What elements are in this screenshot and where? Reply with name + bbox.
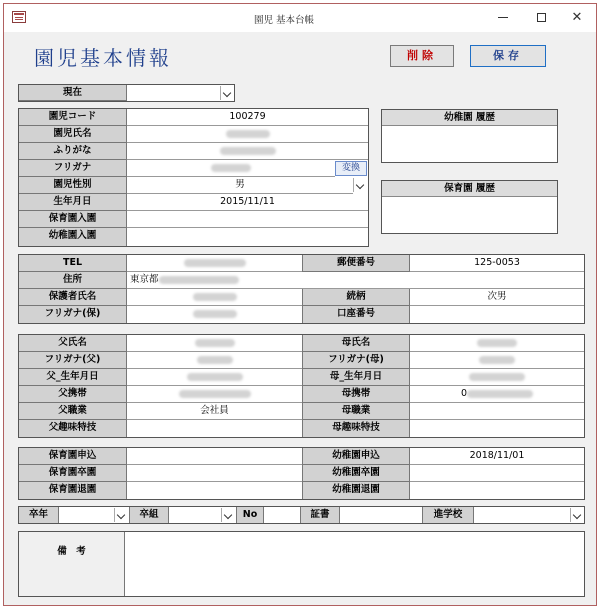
address-label: 住所 — [19, 272, 127, 289]
current-select[interactable] — [127, 85, 220, 101]
mother-name-label: 母氏名 — [302, 335, 410, 352]
maximize-icon — [537, 13, 546, 22]
kinder-apply-field[interactable]: 2018/11/01 — [410, 448, 584, 465]
nursery-leave-field[interactable] — [127, 482, 302, 499]
notes-field[interactable] — [125, 532, 584, 596]
child-code-label: 園児コード — [19, 109, 127, 126]
child-section — [18, 108, 369, 247]
child-name-label: 園児氏名 — [19, 126, 127, 143]
child-kana-label: ふりがな — [19, 143, 127, 160]
relation-field[interactable]: 次男 — [410, 289, 584, 306]
account-field[interactable] — [410, 306, 584, 323]
title-bar — [4, 4, 596, 32]
father-mobile-label: 父携帯 — [19, 386, 127, 403]
minimize-button[interactable] — [484, 4, 522, 32]
child-kana-field[interactable] — [127, 143, 368, 160]
relation-label: 続柄 — [302, 289, 410, 306]
redacted — [193, 293, 237, 301]
mother-name-field[interactable] — [410, 335, 584, 352]
redacted — [195, 339, 235, 347]
maximize-button[interactable] — [522, 4, 560, 32]
child-gender-label: 園児性別 — [19, 177, 127, 194]
redacted — [184, 259, 246, 267]
nursery-grad-field[interactable] — [127, 465, 302, 482]
child-gender-select[interactable]: 男 — [127, 177, 353, 194]
tel-label: TEL — [19, 255, 127, 272]
father-kana-field[interactable] — [127, 352, 302, 369]
page-title: 園児基本情報 — [34, 46, 172, 70]
grad-class-select[interactable] — [169, 507, 221, 523]
nursery-grad-label: 保育園卒園 — [19, 465, 127, 482]
nursery-history-box — [381, 180, 558, 234]
mother-birth-field[interactable] — [410, 369, 584, 386]
redacted — [179, 390, 251, 398]
nursery-history-label: 保育園 履歴 — [382, 181, 557, 197]
father-kana-label: フリガナ(父) — [19, 352, 127, 369]
redacted — [197, 356, 233, 364]
cert-field[interactable] — [340, 507, 422, 523]
applications-section — [18, 447, 585, 500]
grad-no-label: No — [236, 507, 264, 523]
redacted — [187, 373, 243, 381]
notes-label: 備 考 — [19, 532, 125, 596]
next-school-select[interactable] — [474, 507, 570, 523]
nursery-enter-label: 保育園入園 — [19, 211, 127, 228]
father-name-label: 父氏名 — [19, 335, 127, 352]
close-button[interactable]: ✕ — [571, 10, 583, 25]
parents-section — [18, 334, 585, 438]
child-code-field[interactable]: 100279 — [127, 109, 368, 126]
redacted — [211, 164, 251, 172]
child-katakana-field[interactable] — [127, 160, 335, 177]
chevron-down-icon[interactable] — [220, 86, 234, 100]
grad-year-label: 卒年 — [19, 507, 59, 523]
father-hobby-label: 父趣味特技 — [19, 420, 127, 437]
mother-mobile-label: 母携帯 — [302, 386, 410, 403]
chevron-down-icon[interactable] — [221, 508, 235, 522]
chevron-down-icon[interactable] — [114, 508, 128, 522]
guardian-field[interactable] — [127, 289, 302, 306]
mother-job-label: 母職業 — [302, 403, 410, 420]
father-birth-label: 父_生年月日 — [19, 369, 127, 386]
father-mobile-field[interactable] — [127, 386, 302, 403]
contact-section — [18, 254, 585, 324]
next-school-label: 進学校 — [422, 507, 474, 523]
redacted — [220, 147, 276, 155]
notes-section — [18, 531, 585, 597]
grad-class-label: 卒組 — [129, 507, 169, 523]
minimize-icon — [498, 17, 508, 18]
mother-hobby-field[interactable] — [410, 420, 584, 437]
father-name-field[interactable] — [127, 335, 302, 352]
redacted — [467, 390, 533, 398]
tel-field[interactable] — [127, 255, 302, 272]
redacted — [226, 130, 270, 138]
mother-kana-label: フリガナ(母) — [302, 352, 410, 369]
birth-field[interactable]: 2015/11/11 — [127, 194, 368, 211]
mother-birth-label: 母_生年月日 — [302, 369, 410, 386]
mother-mobile-field[interactable] — [410, 386, 584, 403]
guardian-label: 保護者氏名 — [19, 289, 127, 306]
address-prefix: 東京都 — [130, 274, 159, 285]
grad-year-select[interactable] — [59, 507, 114, 523]
mother-job-field[interactable] — [410, 403, 584, 420]
delete-button[interactable]: 削除 — [390, 45, 454, 67]
app-window — [3, 3, 597, 606]
kinder-enter-label: 幼稚園入園 — [19, 228, 127, 246]
birth-label: 生年月日 — [19, 194, 127, 211]
current-label: 現在 — [19, 85, 127, 101]
kinder-leave-field[interactable] — [410, 482, 584, 499]
cert-label: 証書 — [300, 507, 340, 523]
mobile-prefix: 0 — [460, 388, 468, 399]
mother-kana-field[interactable] — [410, 352, 584, 369]
nursery-enter-field[interactable] — [127, 211, 368, 228]
redacted — [469, 373, 525, 381]
guardian-kana-label: フリガナ(保) — [19, 306, 127, 323]
nursery-apply-label: 保育園申込 — [19, 448, 127, 465]
kinder-grad-field[interactable] — [410, 465, 584, 482]
account-label: 口座番号 — [302, 306, 410, 323]
father-birth-field[interactable] — [127, 369, 302, 386]
redacted — [479, 356, 515, 364]
father-job-label: 父職業 — [19, 403, 127, 420]
postal-field[interactable]: 125-0053 — [410, 255, 584, 272]
child-info-form — [4, 32, 596, 605]
chevron-down-icon[interactable] — [570, 508, 584, 522]
current-section — [18, 84, 235, 102]
child-katakana-label: フリガナ — [19, 160, 127, 177]
grad-no-field[interactable] — [264, 507, 300, 523]
nursery-apply-field[interactable] — [127, 448, 302, 465]
child-name-field[interactable] — [127, 126, 368, 143]
address-field[interactable] — [127, 272, 584, 289]
kinder-enter-field[interactable] — [127, 228, 368, 246]
graduation-row — [18, 506, 585, 524]
father-hobby-field[interactable] — [127, 420, 302, 437]
mother-hobby-label: 母趣味特技 — [302, 420, 410, 437]
nursery-leave-label: 保育園退園 — [19, 482, 127, 499]
kinder-leave-label: 幼稚園退園 — [302, 482, 410, 499]
save-button[interactable]: 保存 — [470, 45, 546, 67]
redacted — [477, 339, 517, 347]
window-title: 園児 基本台帳 — [253, 15, 315, 26]
postal-label: 郵便番号 — [302, 255, 410, 272]
redacted — [159, 276, 239, 284]
kinder-history-label: 幼稚園 履歴 — [382, 110, 557, 126]
kinder-history-box — [381, 109, 558, 163]
guardian-kana-field[interactable] — [127, 306, 302, 323]
convert-button[interactable]: 変換 — [335, 161, 367, 176]
kinder-grad-label: 幼稚園卒園 — [302, 465, 410, 482]
chevron-down-icon[interactable] — [353, 178, 367, 192]
father-job-field[interactable]: 会社員 — [127, 403, 302, 420]
kinder-apply-label: 幼稚園申込 — [302, 448, 410, 465]
redacted — [193, 310, 237, 318]
